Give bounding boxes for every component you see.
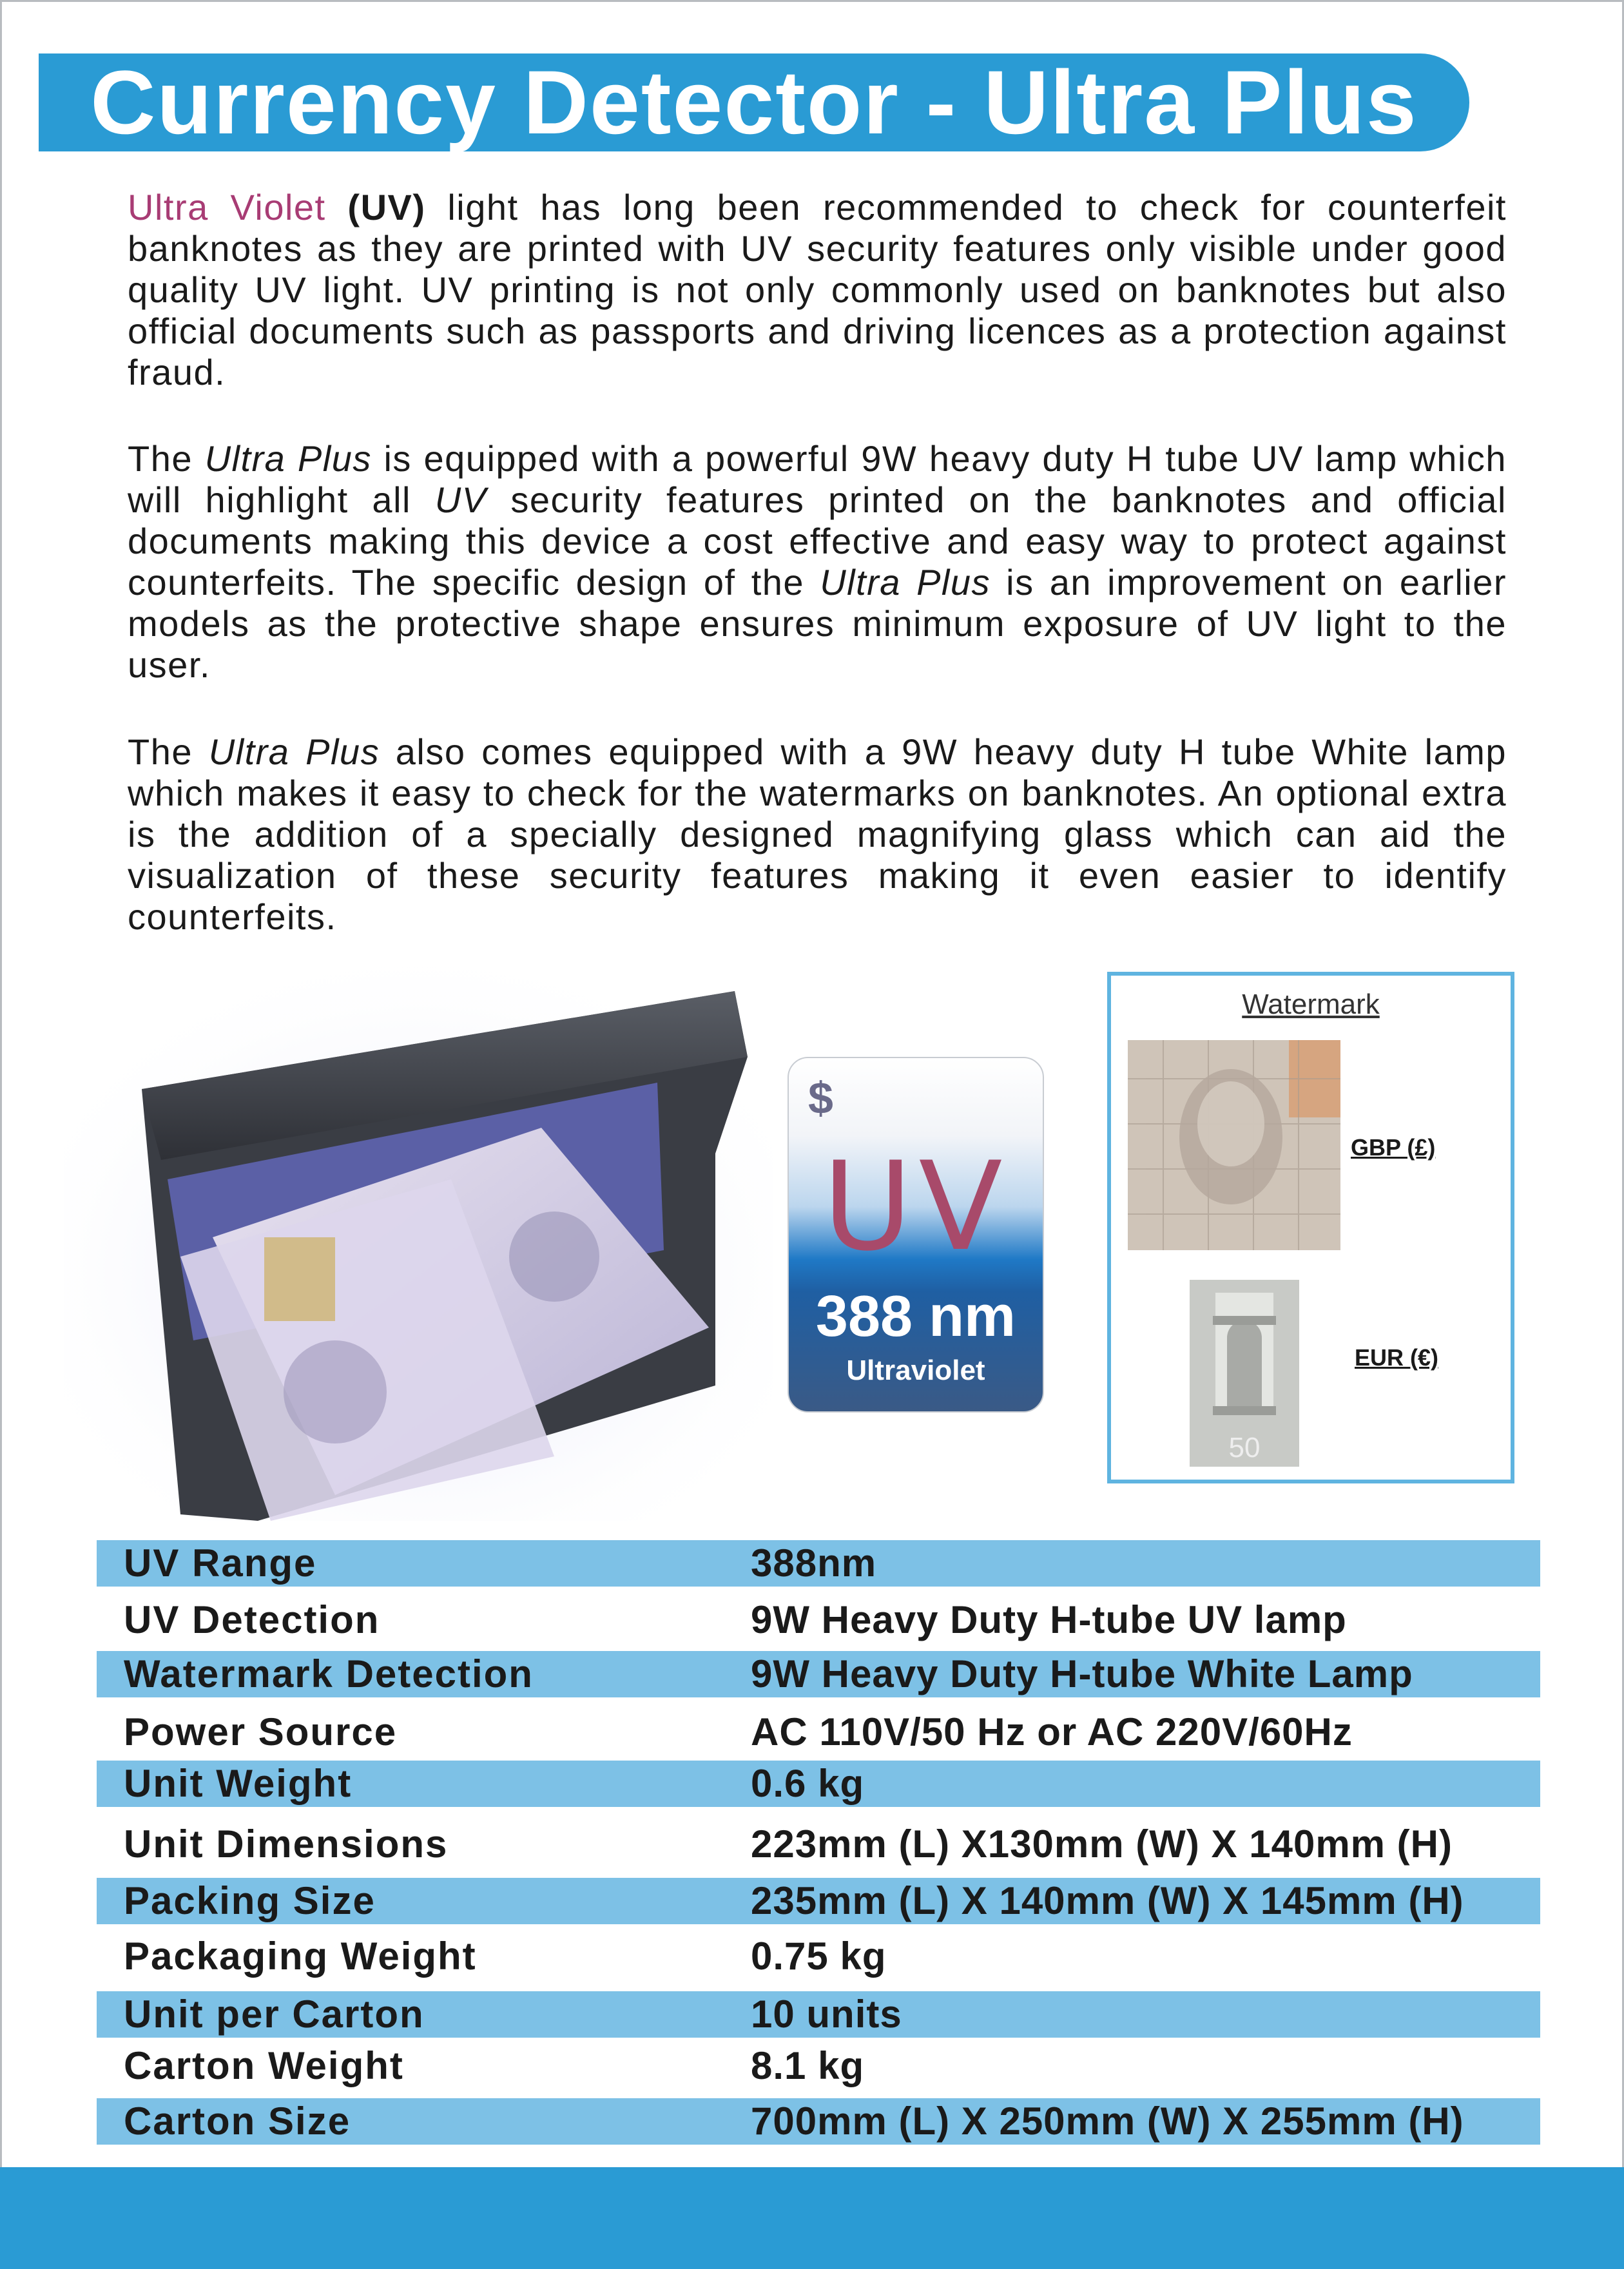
intro-paragraph-3 <box>128 731 1507 938</box>
spec-value: 9W Heavy Duty H-tube UV lamp <box>751 1598 1347 1641</box>
footer-bar <box>0 2167 1624 2269</box>
intro-paragraph-1-text: light has long been recommended to check for counterfeit banknotes as they are printed with UV security features only visible under good quality UV light. UV printing is not only commonly used on banknotes but also official documents such as passports and driving licences as a protection against fraud. <box>128 187 1507 392</box>
badge-label: Ultraviolet <box>846 1355 985 1386</box>
p2-text-3: security features printed on the banknotes and official documents making this device a cost effective and easy way to protect against counterfeits. The specific design of the <box>128 479 1507 603</box>
spec-value: 0.6 kg <box>751 1762 865 1805</box>
eur-note-value: 50 <box>1228 1432 1261 1463</box>
p2-text-2: is equipped with a powerful 9W heavy duty H tube UV lamp which will highlight all <box>128 438 1507 520</box>
spec-value: 388nm <box>751 1541 877 1585</box>
p2-text-4: is an improvement on earlier models as the protective shape ensures minimum exposure of UV light to the user. <box>128 562 1507 685</box>
spec-label: Carton Size <box>124 2100 351 2143</box>
product-photo <box>64 967 773 1521</box>
uv-388nm-badge <box>788 1057 1044 1413</box>
eur-watermark-image <box>1190 1280 1299 1467</box>
spec-value: 8.1 kg <box>751 2044 865 2087</box>
spec-label: Packing Size <box>124 1879 376 1922</box>
spec-label: Unit Dimensions <box>124 1822 449 1866</box>
spec-label: Power Source <box>124 1710 398 1753</box>
spec-value: 223mm (L) X130mm (W) X 140mm (H) <box>751 1822 1453 1866</box>
spec-label: UV Range <box>124 1541 317 1585</box>
watermark-title: Watermark <box>1242 989 1380 1020</box>
gbp-label: GBP (£) <box>1351 1134 1436 1161</box>
gbp-watermark-image <box>1128 1040 1340 1250</box>
badge-uv-text: UV <box>822 1135 1009 1278</box>
intro-paragraph-1 <box>128 187 1507 393</box>
spec-label: Watermark Detection <box>124 1652 534 1695</box>
p3-text-2: also comes equipped with a 9W heavy duty H tube White lamp which makes it easy to check for the watermarks on banknotes. An optional extra is the addition of a specially designed magnifying glass which can aid the visualization of these security features making it even easier to identify counterfeits. <box>128 731 1507 937</box>
spec-label: Unit per Carton <box>124 1993 425 2036</box>
eur-label: EUR (€) <box>1355 1344 1439 1371</box>
badge-wavelength: 388 nm <box>815 1284 1016 1349</box>
p3-product-name: Ultra Plus <box>208 731 380 772</box>
intro-paragraph-2 <box>128 438 1507 686</box>
p2-text-1: The <box>128 438 205 479</box>
spec-value: 235mm (L) X 140mm (W) X 145mm (H) <box>751 1879 1464 1922</box>
spec-value: 0.75 kg <box>751 1935 887 1978</box>
spec-value: 9W Heavy Duty H-tube White Lamp <box>751 1652 1413 1695</box>
spec-value: 10 units <box>751 1993 902 2036</box>
dollar-logo-icon: $ <box>808 1073 833 1123</box>
spec-label: UV Detection <box>124 1598 380 1641</box>
p3-text-1: The <box>128 731 209 772</box>
uv-abbreviation: (UV) <box>347 187 426 227</box>
p2-uv-term: UV <box>434 479 487 520</box>
title-banner <box>39 53 1469 151</box>
spec-value: AC 110V/50 Hz or AC 220V/60Hz <box>751 1710 1353 1753</box>
p2-product-name-2: Ultra Plus <box>820 562 991 603</box>
ultra-violet-term: Ultra Violet <box>128 187 326 227</box>
page-title: Currency Detector - Ultra Plus <box>90 52 1418 153</box>
p2-product-name-1: Ultra Plus <box>204 438 372 479</box>
spec-label: Carton Weight <box>124 2044 404 2087</box>
spec-label: Unit Weight <box>124 1762 353 1805</box>
spec-label: Packaging Weight <box>124 1935 477 1978</box>
spec-value: 700mm (L) X 250mm (W) X 255mm (H) <box>751 2100 1464 2143</box>
watermark-panel <box>1107 972 1514 1483</box>
